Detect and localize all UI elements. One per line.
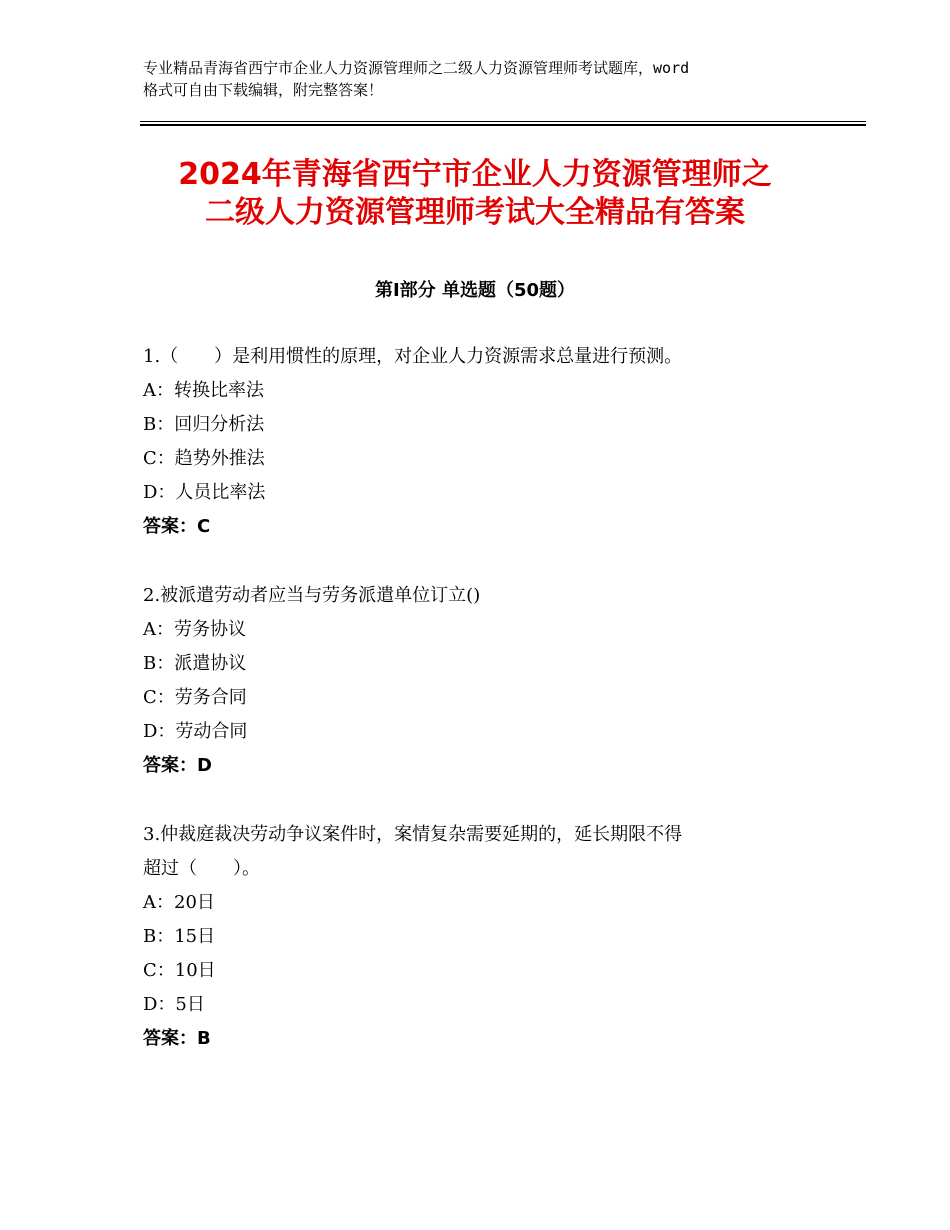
section-heading: 第Ⅰ部分 单选题（50题） bbox=[374, 280, 575, 301]
header-divider-thin bbox=[140, 121, 866, 122]
question-3 bbox=[143, 823, 823, 1061]
header-divider-thick bbox=[140, 124, 866, 126]
title-line-1: 2024年青海省西宁市企业人力资源管理师之 bbox=[178, 157, 772, 192]
header-note-line-2: 格式可自由下载编辑，附完整答案！ bbox=[143, 81, 384, 99]
question-stem: 3.仲裁庭裁决劳动争议案件时，案情复杂需要延期的，延长期限不得 bbox=[143, 824, 683, 845]
question-1 bbox=[143, 345, 823, 549]
option-c: C：10日 bbox=[143, 960, 216, 981]
answer: 答案：D bbox=[143, 755, 212, 776]
question-stem: 2.被派遣劳动者应当与劳务派遣单位订立() bbox=[143, 585, 481, 606]
header-note bbox=[143, 57, 823, 101]
option-c: C：劳务合同 bbox=[143, 687, 247, 708]
option-a: A：劳务协议 bbox=[143, 619, 246, 640]
option-a: A：20日 bbox=[143, 892, 215, 913]
option-b: B：15日 bbox=[143, 926, 216, 947]
option-c: C：趋势外推法 bbox=[143, 448, 265, 469]
question-2 bbox=[143, 584, 823, 788]
header-note-line-1: 专业精品青海省西宁市企业人力资源管理师之二级人力资源管理师考试题库，word bbox=[143, 59, 690, 77]
option-b: B：派遣协议 bbox=[143, 653, 247, 674]
option-d: D：5日 bbox=[143, 994, 205, 1015]
answer: 答案：B bbox=[143, 1028, 211, 1049]
option-a: A：转换比率法 bbox=[143, 380, 264, 401]
option-b: B：回归分析法 bbox=[143, 414, 265, 435]
answer: 答案：C bbox=[143, 516, 211, 537]
document-title bbox=[100, 156, 850, 232]
question-stem-continued: 超过（ ）。 bbox=[143, 858, 260, 879]
option-d: D：劳动合同 bbox=[143, 721, 248, 742]
title-line-2: 二级人力资源管理师考试大全精品有答案 bbox=[205, 195, 745, 230]
question-stem: 1.（ ）是利用惯性的原理，对企业人力资源需求总量进行预测。 bbox=[143, 346, 683, 367]
option-d: D：人员比率法 bbox=[143, 482, 266, 503]
